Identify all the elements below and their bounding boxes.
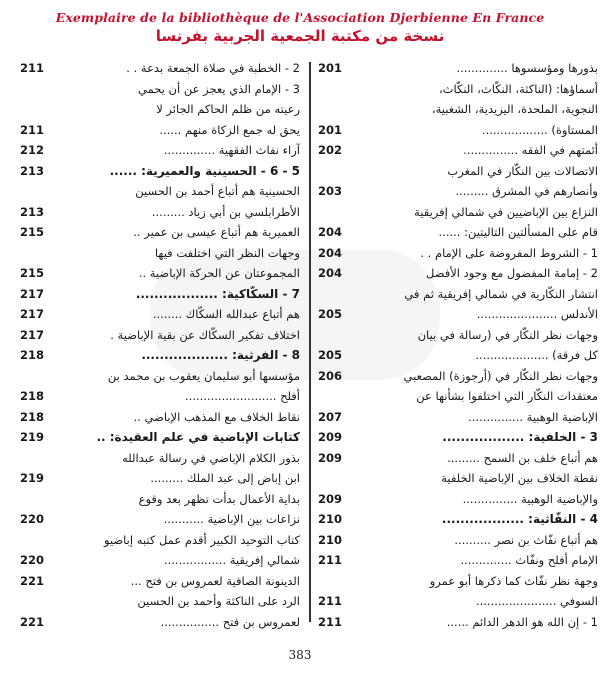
toc-entry — [20, 204, 300, 220]
toc-entry — [20, 532, 300, 548]
toc-entry — [20, 81, 300, 97]
toc-entry-title: وجهات نظر النكّار في (رسالة في بيان — [417, 327, 598, 342]
toc-entry — [20, 614, 300, 630]
toc-entry — [20, 327, 300, 343]
toc-entry-title: وجهات نظر النكّار في (أرجوزة) المصعبي — [403, 368, 598, 383]
toc-entry-page: 217 — [20, 327, 45, 342]
toc-entry-page: 204 — [318, 245, 343, 260]
toc-entry-title: 7 - السكّاكية: .................. — [135, 286, 300, 301]
toc-entry-title: بداية الأعمال بدأت تظهر بعد وقوع — [138, 491, 300, 506]
toc-entry-page: 201 — [318, 61, 343, 75]
toc-entry — [20, 450, 300, 466]
toc-entry-page: 221 — [20, 614, 45, 629]
toc-entry — [318, 368, 598, 384]
toc-entry-page: 209 — [318, 450, 343, 465]
toc-entry — [20, 470, 300, 486]
toc-entry — [318, 265, 598, 281]
toc-entry — [318, 450, 598, 466]
toc-entry-page: 211 — [20, 122, 45, 137]
toc-entry-title: رعيته من ظلم الحاكم الجائر لا — [156, 102, 300, 116]
toc-entry-title: وجهات النظر التي اختلفت فيها — [154, 245, 300, 260]
toc-entry-title: لعمروس بن فتح ................ — [160, 614, 300, 629]
toc-entry-title: نقاط الخلاف مع المذهب الإباضي .. — [133, 409, 300, 424]
toc-entry-title: العميرية هم أتباع عيسى بن عمير .. — [133, 225, 300, 239]
toc-entry-title: قام على المسألتين التاليتين: ...... — [438, 225, 598, 239]
toc-entry-page: 218 — [20, 409, 45, 424]
toc-column-right — [318, 60, 598, 634]
toc-entry-title: هم أتباع نفّاث بن نصر .......... — [454, 532, 598, 547]
toc-entry — [318, 429, 598, 445]
toc-entry — [318, 532, 598, 548]
toc-entry — [318, 327, 598, 343]
toc-entry — [20, 163, 300, 179]
toc-entry — [20, 101, 300, 117]
library-stamp-arabic: نسخة من مكتبة الجمعية الجربية بفرنسا — [155, 27, 445, 45]
toc-entry-title: الأطرابلسي بن أبي زياد ......... — [151, 204, 300, 219]
toc-entry-title: 2 - إمامة المفضول مع وجود الأفضل — [426, 266, 598, 280]
toc-entry-page: 213 — [20, 163, 45, 178]
toc-entry-title: أسماؤها: (الناكثة، النكّاث، النكّاث، — [438, 81, 598, 96]
toc-entry — [318, 593, 598, 609]
toc-entry — [318, 552, 598, 568]
page-number: 383 — [288, 648, 312, 662]
toc-entry — [318, 122, 598, 138]
toc-entry-page: 215 — [20, 266, 45, 280]
toc-entry-title: نزاعات بين الإباضية ........... — [163, 512, 300, 526]
toc-entry-page: 205 — [318, 348, 343, 362]
toc-entry-page: 215 — [20, 225, 45, 239]
toc-entry — [318, 388, 598, 404]
toc-entry — [20, 265, 300, 281]
toc-entry — [20, 142, 300, 158]
toc-entry — [318, 573, 598, 589]
toc-entry — [318, 470, 598, 486]
toc-entry-title: الإباضية الوهبية ............... — [468, 409, 598, 424]
toc-entry — [318, 306, 598, 322]
toc-column-left — [20, 60, 300, 634]
toc-entry — [318, 286, 598, 302]
toc-entry — [318, 183, 598, 199]
toc-entry-page: 211 — [318, 553, 343, 567]
toc-entry-title: بذور الكلام الإباضي في رسالة عبدالله — [122, 450, 300, 465]
toc-entry-title: مؤسسها أبو سليمان يعقوب بن محمد بن — [107, 368, 300, 383]
toc-entry-title: آراء نفاث الفقهية .............. — [163, 143, 300, 157]
toc-entry-title: انتشار النكّارية في شمالي إفريقية ثم في — [404, 286, 598, 301]
toc-entry-title: وأنصارهم في المشرق ......... — [455, 184, 598, 198]
toc-entry-page: 204 — [318, 225, 343, 239]
toc-entry — [318, 60, 598, 76]
table-of-contents — [12, 52, 598, 630]
toc-entry-title: بذورها ومؤسسوها .............. — [456, 61, 598, 75]
toc-entry-page: 218 — [20, 389, 45, 403]
toc-entry — [318, 347, 598, 363]
toc-entry-title: 3 - الإمام الذي يعجز عن أن يحمي — [138, 81, 300, 96]
toc-entry-page: 210 — [318, 532, 343, 547]
toc-entry-page: 202 — [318, 143, 343, 157]
toc-entry-page: 204 — [318, 266, 343, 280]
toc-entry-title: الحسينية هم أتباع أحمد بن الحسين — [135, 184, 300, 198]
toc-entry-page: 212 — [20, 143, 45, 157]
toc-entry-title: 1 - إن الله هو الدهر الدائم ...... — [446, 614, 598, 629]
toc-entry-page: 218 — [20, 348, 45, 362]
toc-entry-title: النجوية، الملحدة، اليزيدية، الشغبية، — [431, 102, 598, 116]
toc-entry-title: السوفي ...................... — [475, 594, 598, 608]
toc-entry — [20, 573, 300, 589]
toc-entry — [20, 491, 300, 507]
toc-entry-page: 217 — [20, 286, 45, 301]
toc-entry-page: 211 — [20, 61, 45, 75]
toc-entry-page: 220 — [20, 553, 45, 567]
toc-entry-title: 3 - الخلفية: .................. — [442, 430, 598, 444]
toc-entry-page: 207 — [318, 409, 343, 424]
toc-entry-title: يحق له جمع الزكاة منهم ...... — [159, 122, 300, 137]
toc-entry — [20, 409, 300, 425]
toc-entry-page: 219 — [20, 471, 45, 485]
toc-entry — [20, 60, 300, 76]
toc-entry-title: أئمتهم في الفقه ............... — [463, 143, 598, 157]
toc-entry-page: 209 — [318, 430, 343, 444]
toc-entry — [20, 593, 300, 609]
toc-entry-title: شمالي إفريقية ................. — [163, 553, 300, 567]
toc-entry — [318, 81, 598, 97]
toc-entry — [20, 224, 300, 240]
toc-entry-title: وجهة نظر نفّاث كما ذكرها أبو عمرو — [429, 573, 598, 588]
toc-entry-page: 213 — [20, 204, 45, 219]
toc-entry — [20, 122, 300, 138]
toc-entry-title: ابن إباض إلى عبد الملك ......... — [150, 471, 300, 485]
toc-entry-title: نقطة الخلاف بين الإباضية الخلفية — [441, 471, 598, 485]
toc-entry-title: والإباضية الوهبية ............... — [462, 491, 598, 506]
toc-entry-page: 206 — [318, 368, 343, 383]
toc-entry-page: 217 — [20, 307, 45, 321]
toc-entry-page: 219 — [20, 430, 45, 444]
toc-entry-title: كتاب التوحيد الكبير أقدم عمل كتبه إباضيو — [104, 532, 300, 547]
toc-entry-page: 201 — [318, 122, 343, 137]
toc-entry — [20, 245, 300, 261]
toc-entry — [20, 511, 300, 527]
toc-entry-page: 221 — [20, 573, 45, 588]
library-stamp-french: Exemplaire de la bibliothèque de l'Association Djerbienne En France — [55, 10, 545, 25]
toc-entry-page: 210 — [318, 512, 343, 526]
toc-entry-page: 209 — [318, 491, 343, 506]
toc-entry — [20, 429, 300, 445]
toc-entry-title: الاتصالات بين النكّار في المغرب — [447, 163, 598, 178]
toc-entry-page: 220 — [20, 512, 45, 526]
toc-entry — [20, 347, 300, 363]
toc-entry — [318, 163, 598, 179]
toc-entry-title: الإمام أفلح ونفّاث .............. — [460, 553, 598, 567]
toc-entry-title: كل فرقة) .................... — [475, 348, 598, 362]
toc-entry-title: هم أتباع خلف بن السمح ......... — [447, 450, 598, 465]
toc-entry-title: الرد على الناكثة وأحمد بن الحسين — [137, 594, 300, 608]
toc-entry — [318, 142, 598, 158]
toc-entry-title: كتابات الإباضية في علم العقيدة: .. — [96, 430, 300, 444]
column-divider — [309, 62, 311, 622]
toc-entry-title: معتقدات النكّار التي اختلفوا بشأنها عن — [416, 389, 598, 403]
toc-entry — [318, 491, 598, 507]
toc-entry-title: 2 - الخطبة في صلاة الجمعة بدعة . . — [126, 61, 300, 75]
toc-entry-page: 203 — [318, 184, 343, 198]
toc-entry — [318, 614, 598, 630]
toc-entry — [318, 224, 598, 240]
toc-entry — [20, 306, 300, 322]
toc-entry-title: الأندلس ...................... — [476, 307, 598, 321]
toc-entry — [318, 204, 598, 220]
toc-entry-page: 211 — [318, 614, 343, 629]
toc-entry — [318, 511, 598, 527]
toc-entry-title: 5 - 6 - الحسينية والعميرية: ...... — [109, 163, 300, 178]
toc-entry — [20, 552, 300, 568]
toc-entry-title: 8 - الفرثية: ................... — [141, 348, 300, 362]
toc-entry — [20, 286, 300, 302]
toc-entry-page: 205 — [318, 307, 343, 321]
toc-entry-title: المجموعتان عن الحركة الإباضية .. — [138, 266, 300, 280]
toc-entry-title: النزاع بين الإباضيين في شمالي إفريقية — [414, 204, 598, 219]
toc-entry-title: اختلاف تفكير السكّاك عن بقية الإباضية . — [110, 327, 300, 342]
toc-entry — [318, 245, 598, 261]
toc-entry-title: المستاوة) .................. — [481, 122, 598, 137]
toc-entry — [20, 388, 300, 404]
toc-entry — [318, 409, 598, 425]
toc-entry-title: 1 - الشروط المفروضة على الإمام . . — [420, 245, 598, 260]
toc-entry-title: الدينونة الصافية لعمروس بن فتح ... — [130, 573, 300, 588]
toc-entry — [318, 101, 598, 117]
toc-entry-title: هم أتباع عبدالله السكّاك ........ — [152, 307, 300, 321]
toc-entry-page: 211 — [318, 594, 343, 608]
toc-entry — [20, 183, 300, 199]
toc-entry-title: 4 - النفّاثية: .................. — [441, 512, 598, 526]
toc-entry — [20, 368, 300, 384]
toc-entry-title: أفلح ......................... — [185, 389, 300, 403]
